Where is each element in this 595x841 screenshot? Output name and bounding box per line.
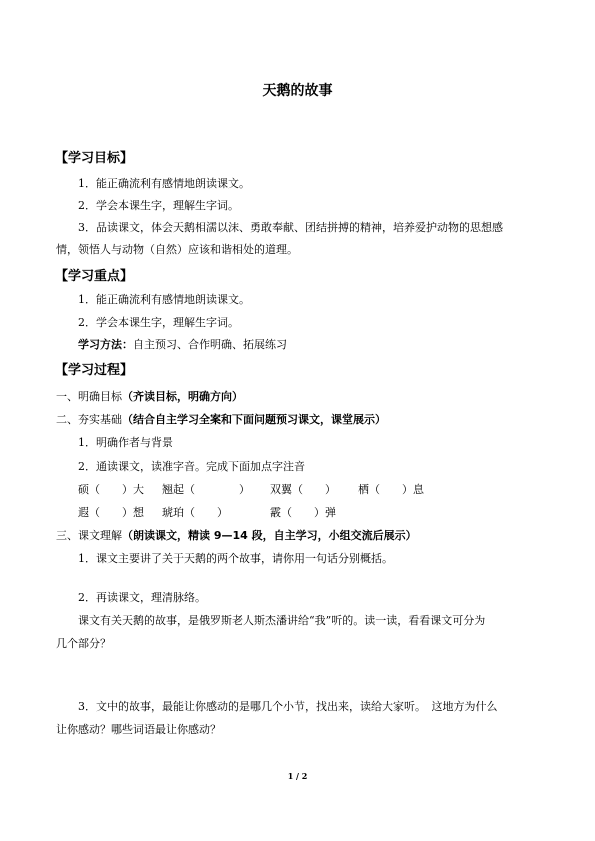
- key-point-item: 2．学会本课生字，理解生字词。: [78, 316, 239, 329]
- process-step-label: 三、课文理解: [56, 529, 122, 542]
- question-text: 让你感动？哪些词语最让你感动？: [56, 723, 221, 736]
- question: 1．课文主要讲了关于天鹅的两个故事，请你用一句话分别概括。: [78, 552, 393, 565]
- page-title: 天鹅的故事: [262, 83, 333, 99]
- pinyin-blank: 霰（ ）弹: [270, 506, 336, 519]
- study-method: [78, 338, 287, 352]
- section-heading-goals: 【学习目标】: [55, 151, 134, 166]
- process-subitem: 2．通读课文，读准字音。完成下面加点字注音: [78, 460, 305, 473]
- goal-item: 2．学会本课生字，理解生字词。: [78, 199, 239, 212]
- pinyin-blank: 遐（ ）想: [78, 506, 144, 519]
- process-step: [56, 390, 243, 404]
- page-number: 1 / 2: [287, 771, 308, 781]
- question-text: 几个部分？: [56, 637, 111, 650]
- section-heading-key-points: 【学习重点】: [55, 269, 134, 284]
- process-step: [56, 529, 417, 543]
- study-method-label: 学习方法：: [78, 338, 133, 351]
- goal-item: 1．能正确流利有感情地朗读课文。: [78, 177, 250, 190]
- process-step-label: 二、夯实基础: [56, 413, 122, 426]
- question: 3．文中的故事，最能让你感动的是哪几个小节，找出来，读给大家听。 这地方为什么: [78, 700, 498, 713]
- goal-item-continued: 情，领悟人与动物（自然）应该和谐相处的道理。: [56, 243, 298, 256]
- process-step-note: （朗读课文，精读 9—14 段，自主学习，小组交流后展示）: [122, 529, 417, 542]
- process-step-note: （结合自主学习全案和下面问题预习课文，课堂展示）: [122, 413, 386, 426]
- question: 2．再读课文，理清脉络。: [78, 591, 206, 604]
- process-step-label: 一、明确目标: [56, 390, 122, 403]
- pinyin-blank: 翘起（ ）: [162, 483, 250, 496]
- pinyin-blank: 硕（ ）大: [78, 483, 144, 496]
- process-step-note: （齐读目标，明确方向）: [122, 390, 243, 403]
- section-heading-process: 【学习过程】: [55, 363, 134, 378]
- key-point-item: 1．能正确流利有感情地朗读课文。: [78, 293, 250, 306]
- process-step: [56, 413, 386, 427]
- process-subitem: 1．明确作者与背景: [78, 436, 173, 449]
- question-text: 课文有关天鹅的故事，是俄罗斯老人斯杰潘讲给“我”听的。读一读，看看课文可分为: [78, 614, 486, 627]
- pinyin-blank: 琥珀（ ）: [162, 506, 228, 519]
- goal-item: 3．品读课文，体会天鹅相濡以沫、勇敢奉献、团结拼搏的精神，培养爱护动物的思想感: [78, 221, 503, 234]
- study-method-text: 自主预习、合作明确、拓展练习: [133, 338, 287, 351]
- pinyin-blank: 栖（ ）息: [358, 483, 424, 496]
- pinyin-blank: 双翼（ ）: [270, 483, 336, 496]
